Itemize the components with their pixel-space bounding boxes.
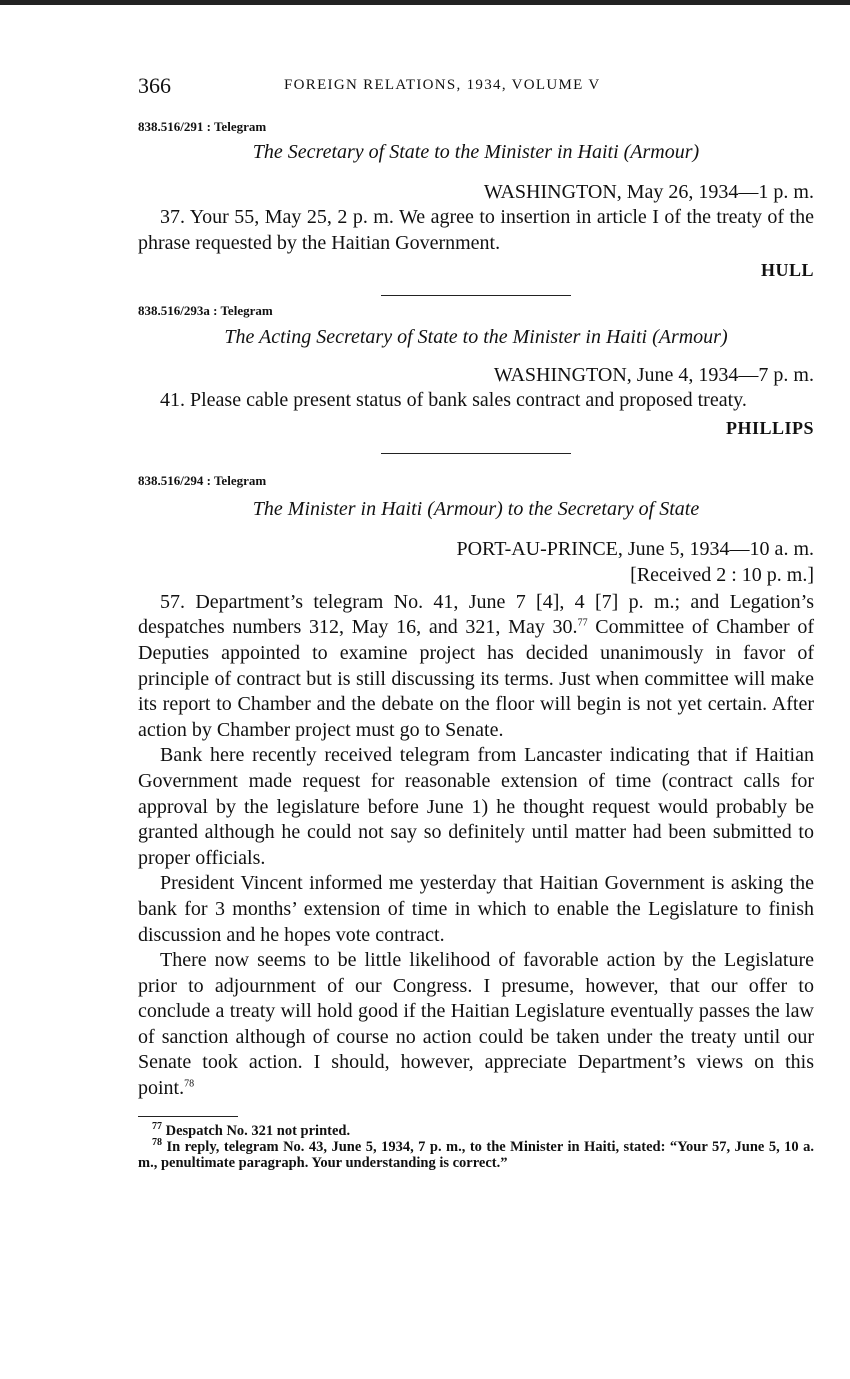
dateline: PORT-AU-PRINCE, June 5, 1934—10 a. m. bbox=[456, 537, 814, 560]
page-header bbox=[138, 68, 814, 104]
file-reference: 838.516/293a : Telegram bbox=[138, 303, 273, 319]
paragraph: President Vincent informed me yesterday that Haitian Government is asking the bank for 3 months’ extension of time in which to enable the Legislature to finish discussion and he hopes vote contract. bbox=[138, 872, 814, 946]
paragraph: Bank here recently received telegram from Lancaster indicating that if Haitian Government made request for reasonable extension of time (contract calls for approval by the legislature before June 1) he thought request would probably be granted although he could not say so definitely until matter had been submitted to proper officials. bbox=[138, 744, 814, 869]
footnote-number: 77 bbox=[152, 1120, 162, 1132]
footnote bbox=[138, 1136, 814, 1171]
top-border bbox=[0, 0, 850, 5]
paragraph bbox=[138, 948, 814, 1102]
footnote-rule bbox=[138, 1116, 238, 1117]
footnote bbox=[138, 1120, 814, 1139]
paragraph-continuation: Committee of Chamber of Deputies appointed to examine project has decided unanimously in favor of principle of contract but is still discussing its terms. Just when committee will make its report to Chamber and the debate on the floor will begin is not yet certain. After action by Chamber project must go to Senate. bbox=[138, 616, 814, 741]
paragraph-text: 57. Department’s telegram No. 41, June 7 [4], 4 [7] p. m.; and Legation’s despatches numbers 312, May 16, and 321, May 30. bbox=[138, 590, 814, 639]
paragraph-text: There now seems to be little likelihood of favorable action by the Legislature prior to adjournment of our Congress. I presume, however, that our offer to conclude a treaty will hold good if the Haitian Legislature eventually passes the law of sanction although of course no action could be taken under the treaty until our Senate took action. I should, however, appreciate Department’s views on this point. bbox=[138, 949, 814, 1100]
page-content bbox=[138, 68, 814, 1171]
file-reference: 838.516/291 : Telegram bbox=[138, 119, 267, 134]
signature: PHILLIPS bbox=[725, 417, 814, 438]
received-line: [Received 2 : 10 p. m.] bbox=[630, 563, 814, 586]
footnote-text: Despatch No. 321 not printed. bbox=[165, 1122, 351, 1139]
paragraph: 37. Your 55, May 25, 2 p. m. We agree to insertion in article I of the treaty of the phrase requested by the Haitian Government. bbox=[138, 206, 814, 254]
signature: HULL bbox=[760, 260, 814, 281]
paragraph bbox=[138, 590, 814, 744]
dateline: WASHINGTON, June 4, 1934—7 p. m. bbox=[493, 364, 814, 387]
file-reference: 838.516/294 : Telegram bbox=[138, 472, 267, 488]
running-head: FOREIGN RELATIONS, 1934, VOLUME V bbox=[284, 77, 601, 93]
section-divider bbox=[381, 295, 571, 296]
footnote-mark: 77 bbox=[577, 617, 588, 629]
page-number: 366 bbox=[138, 73, 171, 98]
footnote-number: 78 bbox=[152, 1136, 162, 1148]
footnote-text: In reply, telegram No. 43, June 5, 1934, 7 p. m., to the Minister in Haiti, stated: “Your 57, June 5, 10 a. m., penultimate paragraph. Your understanding is correct.” bbox=[138, 1138, 814, 1171]
footnote-mark: 78 bbox=[184, 1078, 195, 1090]
document-3 bbox=[138, 472, 814, 1102]
document-1 bbox=[138, 118, 814, 283]
paragraph: 41. Please cable present status of bank sales contract and proposed treaty. bbox=[160, 389, 747, 412]
section-divider bbox=[381, 453, 571, 454]
document-title: The Minister in Haiti (Armour) to the Secretary of State bbox=[252, 497, 700, 520]
document-title: The Acting Secretary of State to the Minister in Haiti (Armour) bbox=[224, 326, 728, 349]
document-2 bbox=[138, 302, 814, 441]
document-title: The Secretary of State to the Minister in Haiti (Armour) bbox=[252, 141, 700, 163]
footnotes bbox=[138, 1120, 814, 1171]
dateline: WASHINGTON, May 26, 1934—1 p. m. bbox=[483, 181, 814, 203]
